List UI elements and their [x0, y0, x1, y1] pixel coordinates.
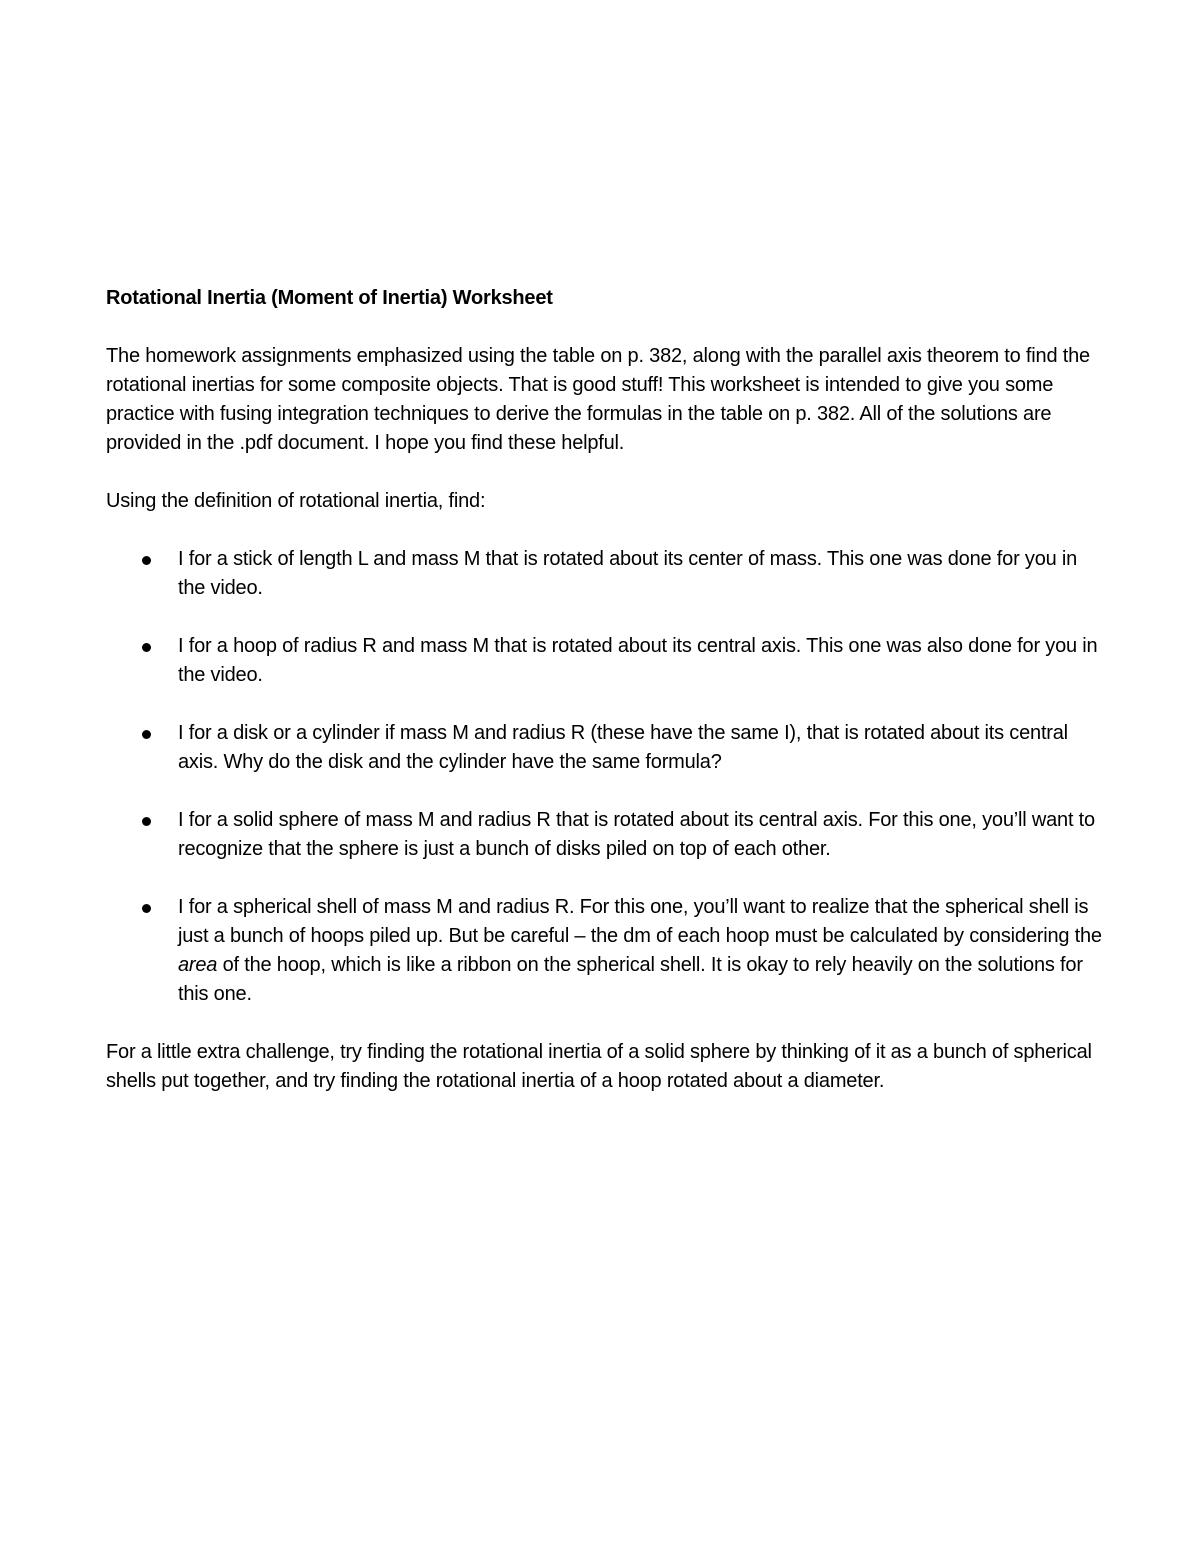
list-item-text: I for a disk or a cylinder if mass M and radius R (these have the same I), that is rotated about its central axis. Why do the disk and the cylinder have the same formula?: [178, 722, 1068, 773]
worksheet-title: Rotational Inertia (Moment of Inertia) Worksheet: [106, 287, 553, 309]
bullet-icon: [142, 556, 151, 565]
bullet-icon: [142, 730, 151, 739]
list-item-text: [178, 896, 1102, 1005]
list-item-text: I for a hoop of radius R and mass M that is rotated about its central axis. This one was also done for you in the video.: [178, 635, 1098, 686]
challenge-paragraph: For a little extra challenge, try finding the rotational inertia of a solid sphere by thinking of it as a bunch of spherical shells put together, and try finding the rotational inertia of a hoop rotated about a diameter.: [106, 1041, 1092, 1092]
bullet-icon: [142, 817, 151, 826]
list-item: [106, 545, 1106, 603]
list-item-text-start: I for a spherical shell of mass M and radius R. For this one, you’ll want to realize that the spherical shell is just a bunch of hoops piled up. But be careful – the dm of each hoop must be calculated by considering the: [178, 896, 1102, 947]
list-item-text-end: of the hoop, which is like a ribbon on the spherical shell. It is okay to rely heavily on the solutions for this one.: [178, 954, 1083, 1005]
worksheet-page: [106, 284, 1106, 1096]
list-item-text: I for a solid sphere of mass M and radius R that is rotated about its central axis. For this one, you’ll want to recognize that the sphere is just a bunch of disks piled on top of each other.: [178, 809, 1095, 860]
emphasized-word: area: [178, 954, 218, 976]
list-item: [106, 719, 1106, 777]
bullet-icon: [142, 643, 151, 652]
bullet-icon: [142, 904, 151, 913]
list-item: [106, 893, 1106, 1009]
list-item-text: I for a stick of length L and mass M that is rotated about its center of mass. This one was done for you in the video.: [178, 548, 1078, 599]
list-item: [106, 632, 1106, 690]
prompt-text: Using the definition of rotational inertia, find:: [106, 490, 486, 512]
problem-list: [106, 545, 1106, 1009]
list-item: [106, 806, 1106, 864]
intro-paragraph: The homework assignments emphasized using the table on p. 382, along with the parallel axis theorem to find the rotational inertias for some composite objects. That is good stuff! This worksheet is intended to give you some practice with fusing integration techniques to derive the formulas in the table on p. 382. All of the solutions are provided in the .pdf document. I hope you find these helpful.: [106, 345, 1090, 454]
